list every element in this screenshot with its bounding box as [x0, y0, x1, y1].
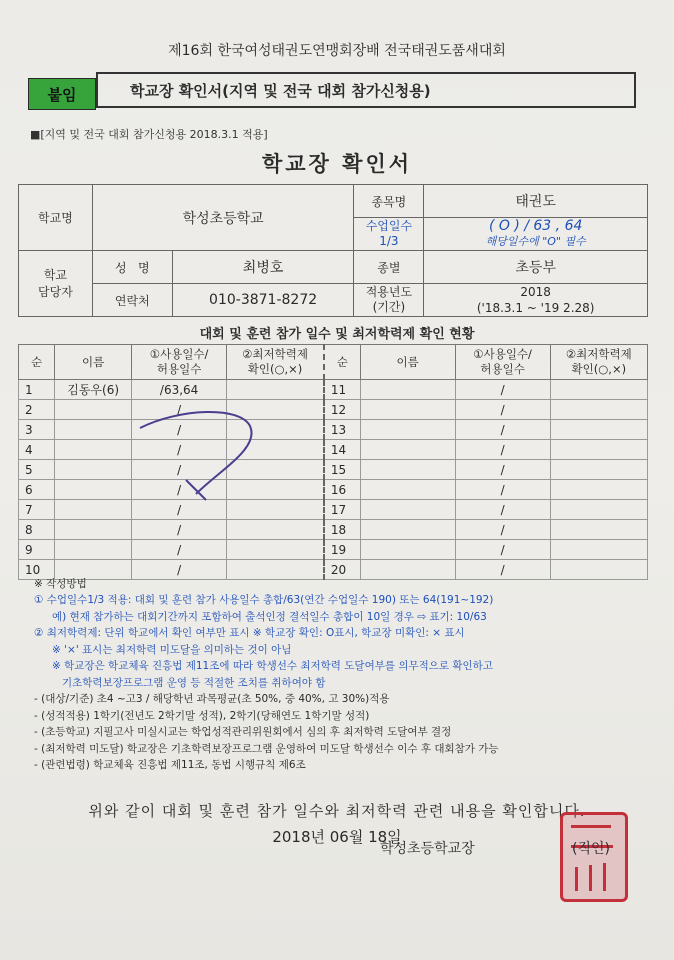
header-level: ②최저학력제 확인(○,×)	[227, 345, 324, 380]
table-row	[19, 460, 648, 480]
school-name: 학성초등학교	[92, 185, 354, 251]
athlete-name	[360, 540, 455, 560]
level-check	[550, 420, 647, 440]
row-number: 3	[19, 420, 55, 440]
event-value: 태권도	[424, 185, 648, 218]
used-days: /	[132, 500, 227, 520]
note-4: ※ '×' 표시는 최저학력 미도달을 의미하는 것이 아님	[52, 643, 292, 656]
level-check	[227, 520, 324, 540]
header-no: 순	[19, 345, 55, 380]
used-days: /	[455, 400, 550, 420]
confirm-date: 2018년 06월 18일	[272, 828, 402, 846]
level-check	[550, 560, 647, 580]
level-check	[550, 380, 647, 400]
level-check	[550, 480, 647, 500]
note-1: ① 수업일수1/3 적용: 대회 및 훈련 참가 사용일수 총합/63(연간 수업일수 190) 또는 64(191~192)	[34, 594, 494, 606]
note-6: 기초학력보장프로그램 운영 등 적절한 조치를 취하여야 함	[62, 676, 326, 689]
class-days-label-line1: 수업일수	[365, 219, 413, 233]
manager-label-line2: 담당자	[38, 284, 73, 299]
writing-method-title: ※ 작성방법	[34, 578, 87, 590]
header-no-right: 순	[324, 345, 360, 380]
row-number: 18	[324, 520, 360, 540]
apply-note: ■[지역 및 전국 대회 참가신청용 2018.3.1 적용]	[30, 128, 268, 141]
row-number: 1	[19, 380, 55, 400]
name-label: 성 명	[92, 251, 172, 284]
used-days: /	[455, 480, 550, 500]
header-days-right: ①사용일수/ 허용일수	[455, 345, 550, 380]
row-number: 14	[324, 440, 360, 460]
contact-value: 010-3871-8272	[172, 284, 354, 317]
apply-year-value	[424, 284, 648, 317]
used-days: /	[132, 520, 227, 540]
row-number: 6	[19, 480, 55, 500]
writing-notes	[34, 592, 644, 774]
athlete-name	[360, 420, 455, 440]
athlete-name	[55, 520, 132, 540]
row-number: 2	[19, 400, 55, 420]
used-days: /	[455, 460, 550, 480]
document-title: 학교장 확인서	[261, 152, 413, 176]
event-label: 종목명	[354, 185, 424, 218]
class-days-label	[354, 218, 424, 251]
level-check	[227, 540, 324, 560]
used-days: /63,64	[132, 380, 227, 400]
manager-label	[19, 251, 93, 317]
school-label: 학교명	[19, 185, 93, 251]
athlete-name	[360, 460, 455, 480]
row-number: 19	[324, 540, 360, 560]
confirm-text: 위와 같이 대회 및 훈련 참가 일수와 최저학력 관련 내용을 확인합니다.	[88, 802, 586, 820]
used-days: /	[455, 420, 550, 440]
row-number: 4	[19, 440, 55, 460]
athlete-name	[360, 380, 455, 400]
table-row	[19, 440, 648, 460]
seal-label: (직인)	[572, 841, 610, 857]
class-days-selection: ( O ) / 63 , 64	[488, 218, 583, 234]
athlete-name	[55, 460, 132, 480]
header-name: 이름	[55, 345, 132, 380]
contact-label: 연락처	[92, 284, 172, 317]
apply-year-label	[354, 284, 424, 317]
row-number: 11	[324, 380, 360, 400]
header-title: 학교장 확인서(지역 및 전국 대회 참가신청용)	[130, 82, 431, 100]
used-days: /	[132, 560, 227, 580]
table-row	[19, 560, 648, 580]
level-check	[550, 440, 647, 460]
athlete-name	[360, 500, 455, 520]
table-row	[19, 540, 648, 560]
row-number: 8	[19, 520, 55, 540]
name-value: 최병호	[172, 251, 354, 284]
apply-year-label-line2: (기간)	[372, 300, 406, 314]
athlete-name	[360, 440, 455, 460]
athlete-name	[55, 420, 132, 440]
row-number: 17	[324, 500, 360, 520]
athlete-name	[360, 400, 455, 420]
row-number: 10	[19, 560, 55, 580]
athlete-name	[55, 400, 132, 420]
athlete-name	[360, 520, 455, 540]
note-10: - (최저학력 미도달) 학교장은 기초학력보장프로그램 운영하여 미도달 학생선수 이수 후 대회참가 가능	[34, 742, 499, 755]
header-name-right: 이름	[360, 345, 455, 380]
athlete-name	[360, 560, 455, 580]
row-number: 12	[324, 400, 360, 420]
handwritten-scribble	[130, 400, 270, 510]
category-label: 종별	[354, 251, 424, 284]
used-days: /	[455, 440, 550, 460]
level-check	[227, 380, 324, 400]
apply-year-label-line1: 적용년도	[365, 285, 413, 299]
row-number: 15	[324, 460, 360, 480]
apply-year: 2018	[520, 285, 551, 299]
used-days: /	[132, 440, 227, 460]
table-row	[19, 380, 648, 400]
used-days: /	[132, 480, 227, 500]
level-check	[550, 520, 647, 540]
status-title: 대회 및 훈련 참가 일수 및 최저학력제 확인 현황	[199, 327, 475, 342]
used-days: /	[455, 520, 550, 540]
attachment-badge: 붙임	[28, 78, 96, 110]
level-check	[550, 500, 647, 520]
used-days: /	[132, 460, 227, 480]
note-11: - (관련법령) 학교체육 진흥법 제11조, 동법 시행규칙 제6조	[34, 759, 306, 771]
table-row	[19, 400, 648, 420]
note-5: ※ 학교장은 학교체육 진흥법 제11조에 따라 학생선수 최저학력 도달여부를 의무적으로 확인하고	[52, 660, 493, 672]
header-level-right: ②최저학력제 확인(○,×)	[550, 345, 647, 380]
used-days: /	[455, 560, 550, 580]
class-days-note: 해당일수에 "O" 필수	[485, 235, 586, 248]
manager-label-line1: 학교	[43, 267, 68, 282]
athlete-name	[55, 440, 132, 460]
athlete-name	[55, 480, 132, 500]
row-number: 13	[324, 420, 360, 440]
level-check	[550, 400, 647, 420]
row-number: 20	[324, 560, 360, 580]
info-table	[18, 184, 648, 317]
row-number: 5	[19, 460, 55, 480]
note-3: ② 최저학력제: 단위 학교에서 확인 여부만 표시 ※ 학교장 확인: O표시, 학교장 미확인: × 표시	[34, 627, 465, 639]
row-number: 16	[324, 480, 360, 500]
category-value: 초등부	[424, 251, 648, 284]
note-9: - (초등학교) 지필고사 미실시교는 학업성적관리위원회에서 심의 후 최저학력 도달여부 결정	[34, 726, 452, 738]
class-days-label-line2: 1/3	[379, 234, 399, 248]
used-days: /	[455, 500, 550, 520]
class-days-value	[424, 218, 648, 251]
level-check	[550, 540, 647, 560]
used-days: /	[455, 540, 550, 560]
note-2: 예) 현재 참가하는 대회기간까지 포함하여 출석인정 결석일수 총합이 10일 경우 ⇨ 표기: 10/63	[52, 610, 487, 623]
table-row	[19, 420, 648, 440]
used-days: /	[132, 400, 227, 420]
table-row	[19, 520, 648, 540]
participation-table	[18, 344, 648, 580]
used-days: /	[132, 420, 227, 440]
level-check	[227, 560, 324, 580]
note-8: - (성적적용) 1학기(전년도 2학기말 성적), 2학기(당해연도 1학기말 성적)	[34, 709, 370, 722]
athlete-name	[55, 540, 132, 560]
used-days: /	[132, 540, 227, 560]
header-days: ①사용일수/ 허용일수	[132, 345, 227, 380]
row-number: 7	[19, 500, 55, 520]
apply-period: ('18.3.1 ~ '19 2.28)	[476, 301, 595, 315]
athlete-name	[55, 500, 132, 520]
event-title: 제16회 한국여성태권도연맹회장배 전국태권도품새대회	[168, 43, 506, 59]
level-check	[550, 460, 647, 480]
table-row	[19, 480, 648, 500]
used-days: /	[455, 380, 550, 400]
row-number: 9	[19, 540, 55, 560]
note-7: - (대상/기준) 초4 ~고3 / 해당학년 과목평균(초 50%, 중 40%, 고 30%)적용	[34, 693, 390, 705]
athlete-name: 김동우(6)	[55, 380, 132, 400]
table-row	[19, 500, 648, 520]
athlete-name	[360, 480, 455, 500]
principal-name: 학성초등학교장	[380, 841, 475, 857]
